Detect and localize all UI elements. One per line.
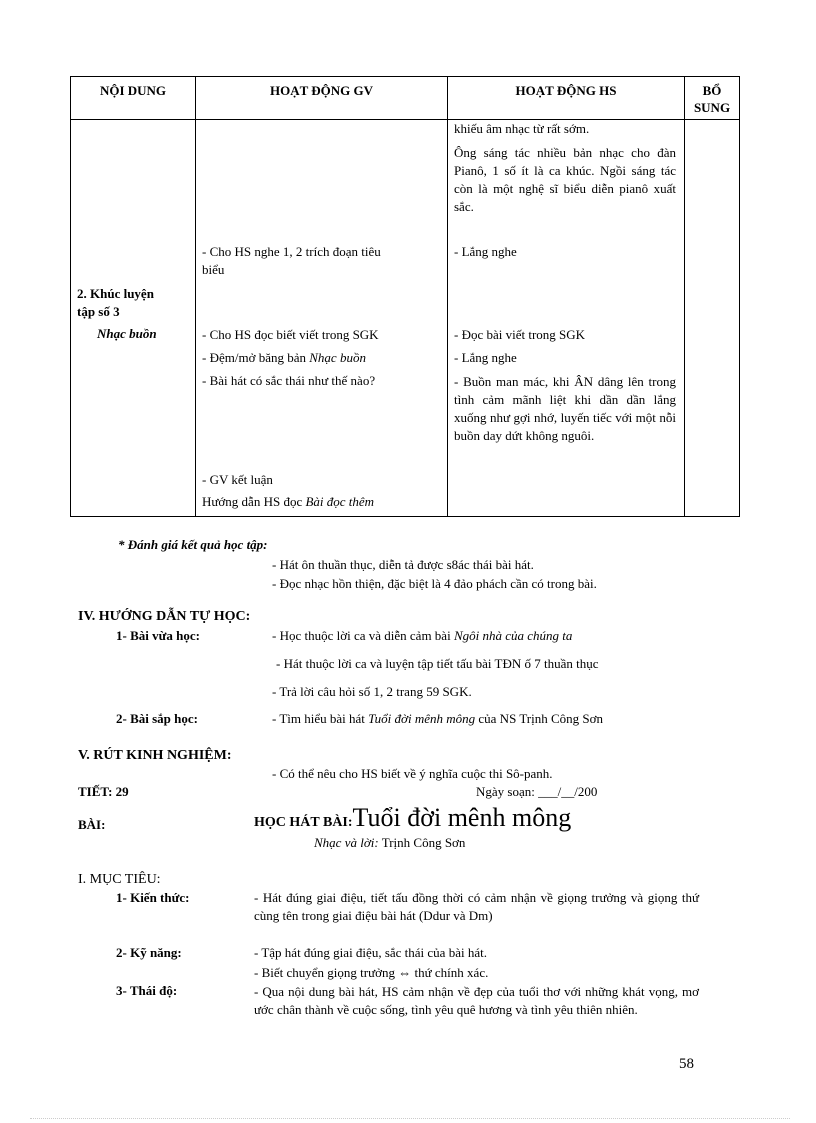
cell-hoat-dong-hs [448, 120, 685, 517]
header-hoat-dong-hs: HOẠT ĐỘNG HS [448, 77, 685, 120]
gv-item3: - Đệm/mở băng bản Nhạc buồn [202, 350, 366, 365]
section4-line2: - Hát thuộc lời ca và luyện tập tiết tấu bài TĐN ố 7 thuần thục [276, 656, 599, 671]
page-bottom-rule [30, 1118, 790, 1119]
gv-item6: Hướng dẫn HS đọc Bài đọc thêm [202, 494, 375, 509]
cell-noi-dung [71, 120, 196, 517]
song-title: Tuổi đời mênh mông [352, 803, 572, 832]
objective-attitude-label: 3- Thái độ: [116, 983, 178, 998]
section4-label2: 2- Bài sắp học: [116, 711, 198, 726]
section5-title: V. RÚT KINH NGHIỆM: [78, 748, 232, 763]
lesson-bai-label: BÀI: [78, 817, 106, 832]
section5-line: - Có thể nêu cho HS biết về ý nghĩa cuộc thi Sô-panh. [272, 766, 553, 781]
gv-item2: - Cho HS đọc biết viết trong SGK [202, 327, 379, 342]
page-number: 58 [679, 1056, 694, 1072]
gv-item5: - GV kết luận [202, 472, 273, 487]
section-title-line1: 2. Khúc luyện [77, 286, 154, 301]
header-hoat-dong-gv: HOẠT ĐỘNG GV [196, 77, 448, 120]
lesson-tiet: TIẾT: 29 [78, 784, 129, 799]
table-header-row [71, 77, 740, 120]
cell-bo-sung [685, 120, 740, 517]
section4-line4: - Tìm hiểu bài hát Tuổi đời mênh mông của NS Trịnh Công Sơn [272, 711, 604, 726]
objective-skill-line2: - Biết chuyển giọng trưởng ⇔ thứ chính xác. [254, 965, 489, 980]
lesson-date: Ngày soạn: ___/__/200 [476, 784, 598, 799]
objective-skill-line1: - Tập hát đúng giai điệu, sắc thái của bài hát. [254, 945, 487, 960]
gv-item1-line1: - Cho HS nghe 1, 2 trích đoạn tiêu [202, 244, 381, 259]
hs-item4: - Buồn man mác, khi ÂN dâng lên trong tình cảm mãnh liệt khi dần dần lắng xuống như gợi nhớ, luyến tiếc với một nỗi buồn day dứt không nguôi. [454, 374, 676, 443]
hs-para1: Ông sáng tác nhiều bản nhạc cho đàn Pianô, 1 số ít là ca khúc. Ngồi sáng tác còn là một nghệ sĩ biểu diễn pianô xuất sắc. [454, 145, 676, 214]
section-title-line2: tập số 3 [77, 304, 120, 319]
evaluation-line2: - Đọc nhạc hồn thiện, đặc biệt là 4 đảo phách cần có trong bài. [272, 576, 597, 591]
section4-line3: - Trả lời câu hỏi số 1, 2 trang 59 SGK. [272, 684, 472, 699]
gv-item1-line2: biểu [202, 262, 225, 277]
header-noi-dung: NỘI DUNG [71, 77, 196, 120]
lesson-author: Nhạc và lời: Trịnh Công Sơn [314, 835, 466, 850]
objective-attitude-text: - Qua nội dung bài hát, HS cảm nhận về đẹp của tuổi thơ với những khát vọng, mơ ước chân thành về cuộc sống, tình yêu quê hương và tình yêu thiên nhiên. [254, 984, 699, 1017]
header-bo-sung: BỔ SUNG [685, 77, 740, 120]
section4-label1: 1- Bài vừa học: [116, 628, 200, 643]
section4-title: IV. HƯỚNG DẪN TỰ HỌC: [78, 609, 251, 624]
section4-line1: - Học thuộc lời ca và diễn cảm bài Ngôi nhà của chúng ta [272, 628, 573, 643]
objectives-title: I. MỤC TIÊU: [78, 872, 161, 887]
table-row [71, 120, 740, 517]
evaluation-line1: - Hát ôn thuần thục, diễn tả được s8ác thái bài hát. [272, 557, 534, 572]
objective-skill-label: 2- Kỹ năng: [116, 945, 182, 960]
section-subtitle: Nhạc buồn [97, 326, 157, 341]
objective-knowledge-label: 1- Kiến thức: [116, 890, 190, 905]
hs-item3: - Lắng nghe [454, 350, 517, 365]
gv-item4: - Bài hát có sắc thái như thế nào? [202, 373, 376, 388]
evaluation-title: * Đánh giá kết quả học tập: [118, 537, 268, 552]
lesson-heading: HỌC HÁT BÀI:Tuổi đời mênh mông [254, 803, 572, 832]
lesson-table [70, 76, 740, 517]
objective-knowledge-text: - Hát đúng giai điệu, tiết tấu đồng thời có cảm nhận về giọng trưởng và giọng thứ cùng tên trong giai điệu bài hát (Ddur và Dm) [254, 890, 699, 923]
hs-item2: - Đọc bài viết trong SGK [454, 327, 586, 342]
cell-hoat-dong-gv [196, 120, 448, 517]
hs-item1: - Lắng nghe [454, 244, 517, 259]
hs-line0: khiếu âm nhạc từ rất sớm. [454, 121, 590, 136]
